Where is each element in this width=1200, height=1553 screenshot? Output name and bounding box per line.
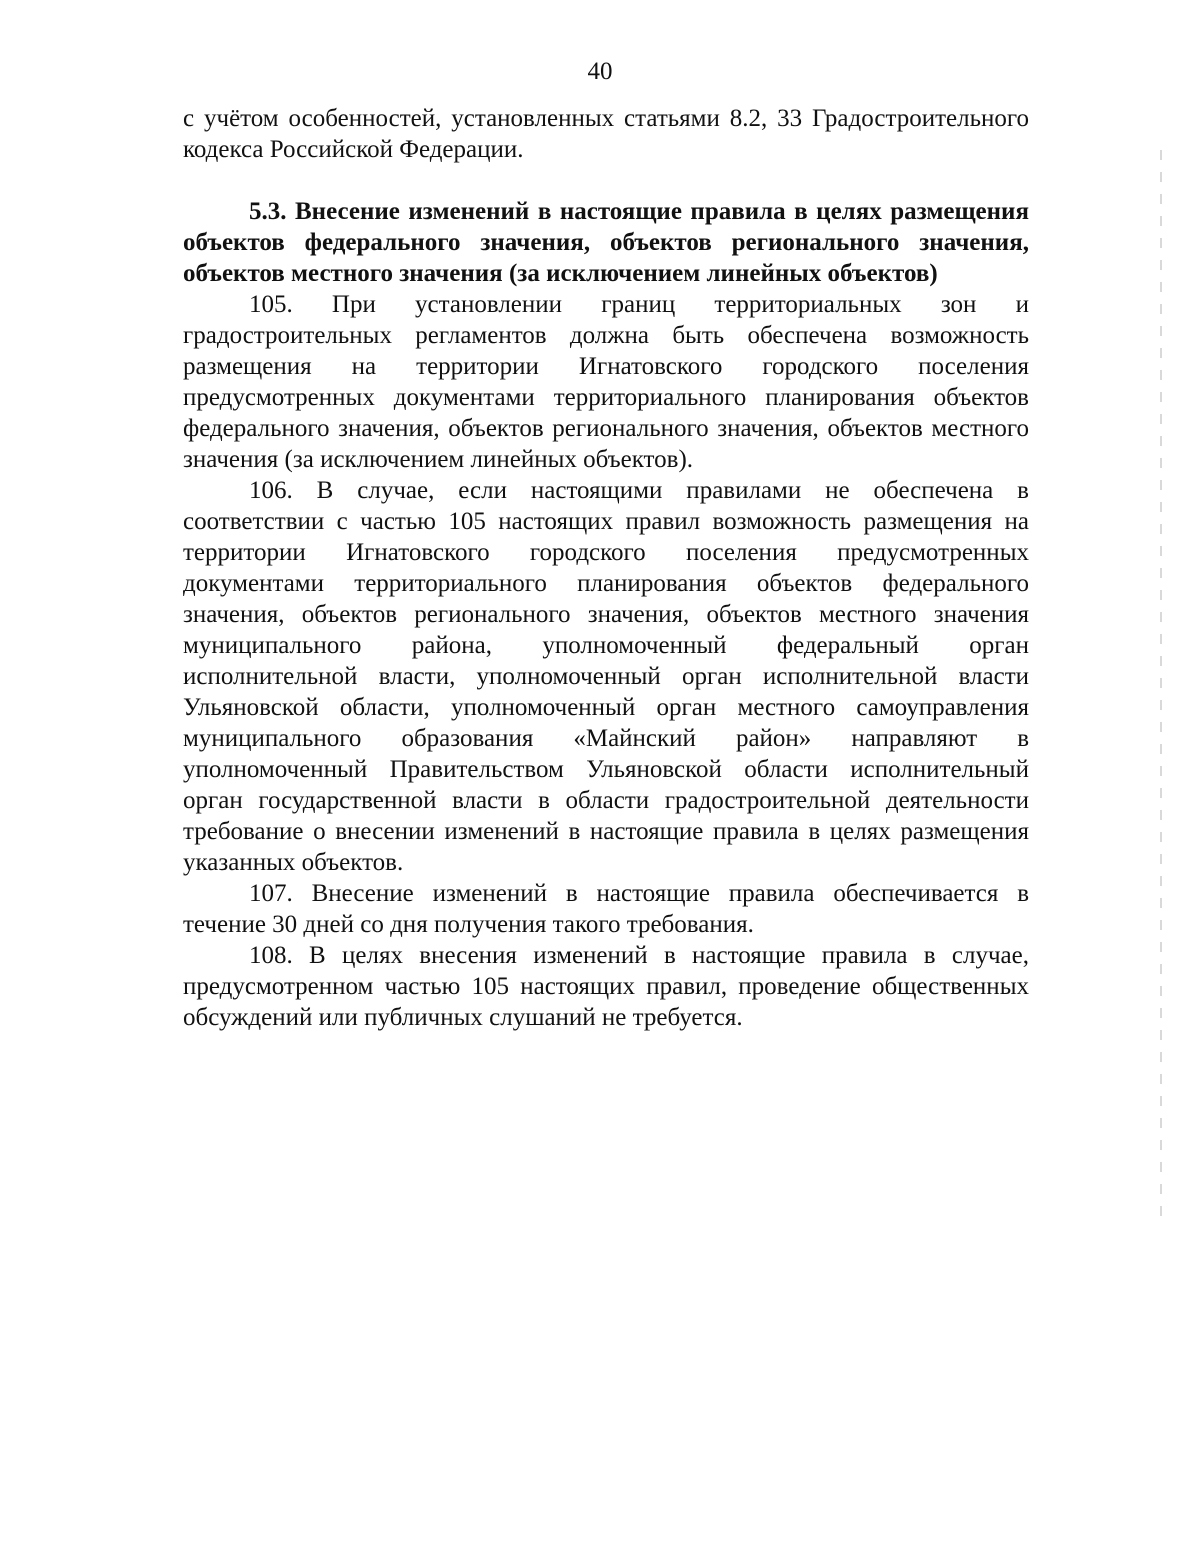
paragraph-108: 108. В целях внесения изменений в настоящие правила в случае, предусмотренном частью 105 настоящих правил, проведение общественных обсуждений или публичных слушаний не требуется. <box>183 942 1029 1031</box>
paragraph-105: 105. При установлении границ территориальных зон и градостроительных регламентов должна быть обеспечена возможность размещения на территории Игнатовского городского поселения предусмотренных документами территориального планирования объектов федерального значения, объектов регионального значения, объектов местного значения (за исключением линейных объектов). <box>183 291 1029 473</box>
paragraph-107: 107. Внесение изменений в настоящие правила обеспечивается в течение 30 дней со дня получения такого требования. <box>183 880 1029 938</box>
page-number: 40 <box>587 58 613 85</box>
paragraph-gap <box>183 165 1029 196</box>
paragraph-106: 106. В случае, если настоящими правилами не обеспечена в соответствии с частью 105 настоящих правил возможность размещения на территории Игнатовского городского поселения предусмотренных документами территориального планирования объектов федерального значения, объектов регионального значения, объектов местного значения муниципального района, уполномоченный федеральный орган исполнительной власти, уполномоченный орган исполнительной власти Ульяновской области, уполномоченный орган местного самоуправления муниципального образования «Майнский район» направляют в уполномоченный Правительством Ульяновской области исполнительный орган государственной власти в области градостроительной деятельности требование о внесении изменений в настоящие правила в целях размещения указанных объектов. <box>183 477 1029 876</box>
section-heading-5-3: 5.3. Внесение изменений в настоящие правила в целях размещения объектов федерального значения, объектов регионального значения, объектов местного значения (за исключением линейных объектов) <box>183 198 1029 287</box>
scan-edge-marks <box>1160 150 1162 1220</box>
document-body <box>183 103 1029 1033</box>
paragraph-continuation: с учётом особенностей, установленных статьями 8.2, 33 Градостроительного кодекса Российской Федерации. <box>183 105 1029 163</box>
